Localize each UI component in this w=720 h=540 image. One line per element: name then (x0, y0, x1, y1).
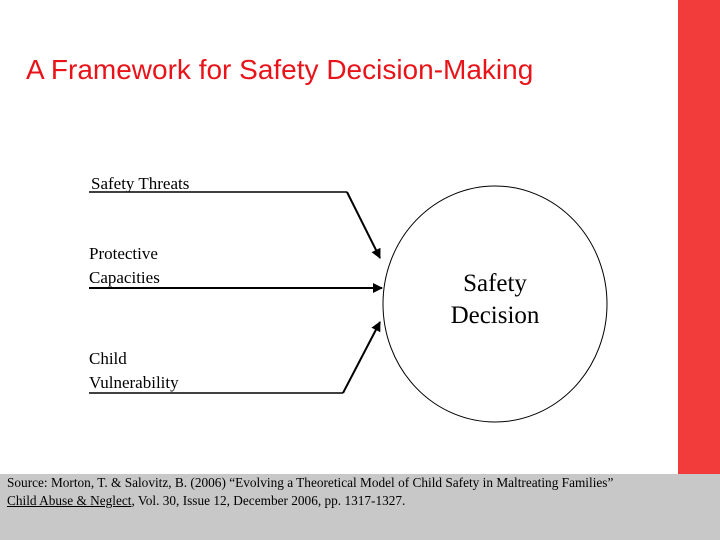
protective-line2: Capacities (89, 268, 160, 287)
safety-threats-label (91, 172, 189, 196)
source-journal: Child Abuse & Neglect (7, 493, 132, 508)
vulnerability-line1: Child (89, 349, 127, 368)
safety-decision-label (430, 268, 560, 332)
protective-capacities-label (89, 242, 160, 290)
safety-threats-text: Safety Threats (91, 174, 190, 193)
protective-line1: Protective (89, 244, 158, 263)
source-line1: Source: Morton, T. & Salovitz, B. (2006) “Evolving a Theoretical Model of Child Safety in Maltreating Families” (7, 475, 614, 490)
source-footer (0, 474, 720, 540)
slide-title: A Framework for Safety Decision-Making (26, 54, 534, 85)
decision-line2: Decision (450, 302, 540, 329)
source-citation (7, 474, 707, 510)
threats-arrow (347, 192, 380, 258)
child-vulnerability-label (89, 347, 179, 395)
vulnerability-line2: Vulnerability (89, 373, 179, 392)
decision-line1: Safety (463, 270, 527, 297)
vulnerability-arrow (343, 322, 380, 393)
source-line2 (7, 492, 707, 510)
source-details: , Vol. 30, Issue 12, December 2006, pp. 1317-1327. (131, 493, 406, 508)
